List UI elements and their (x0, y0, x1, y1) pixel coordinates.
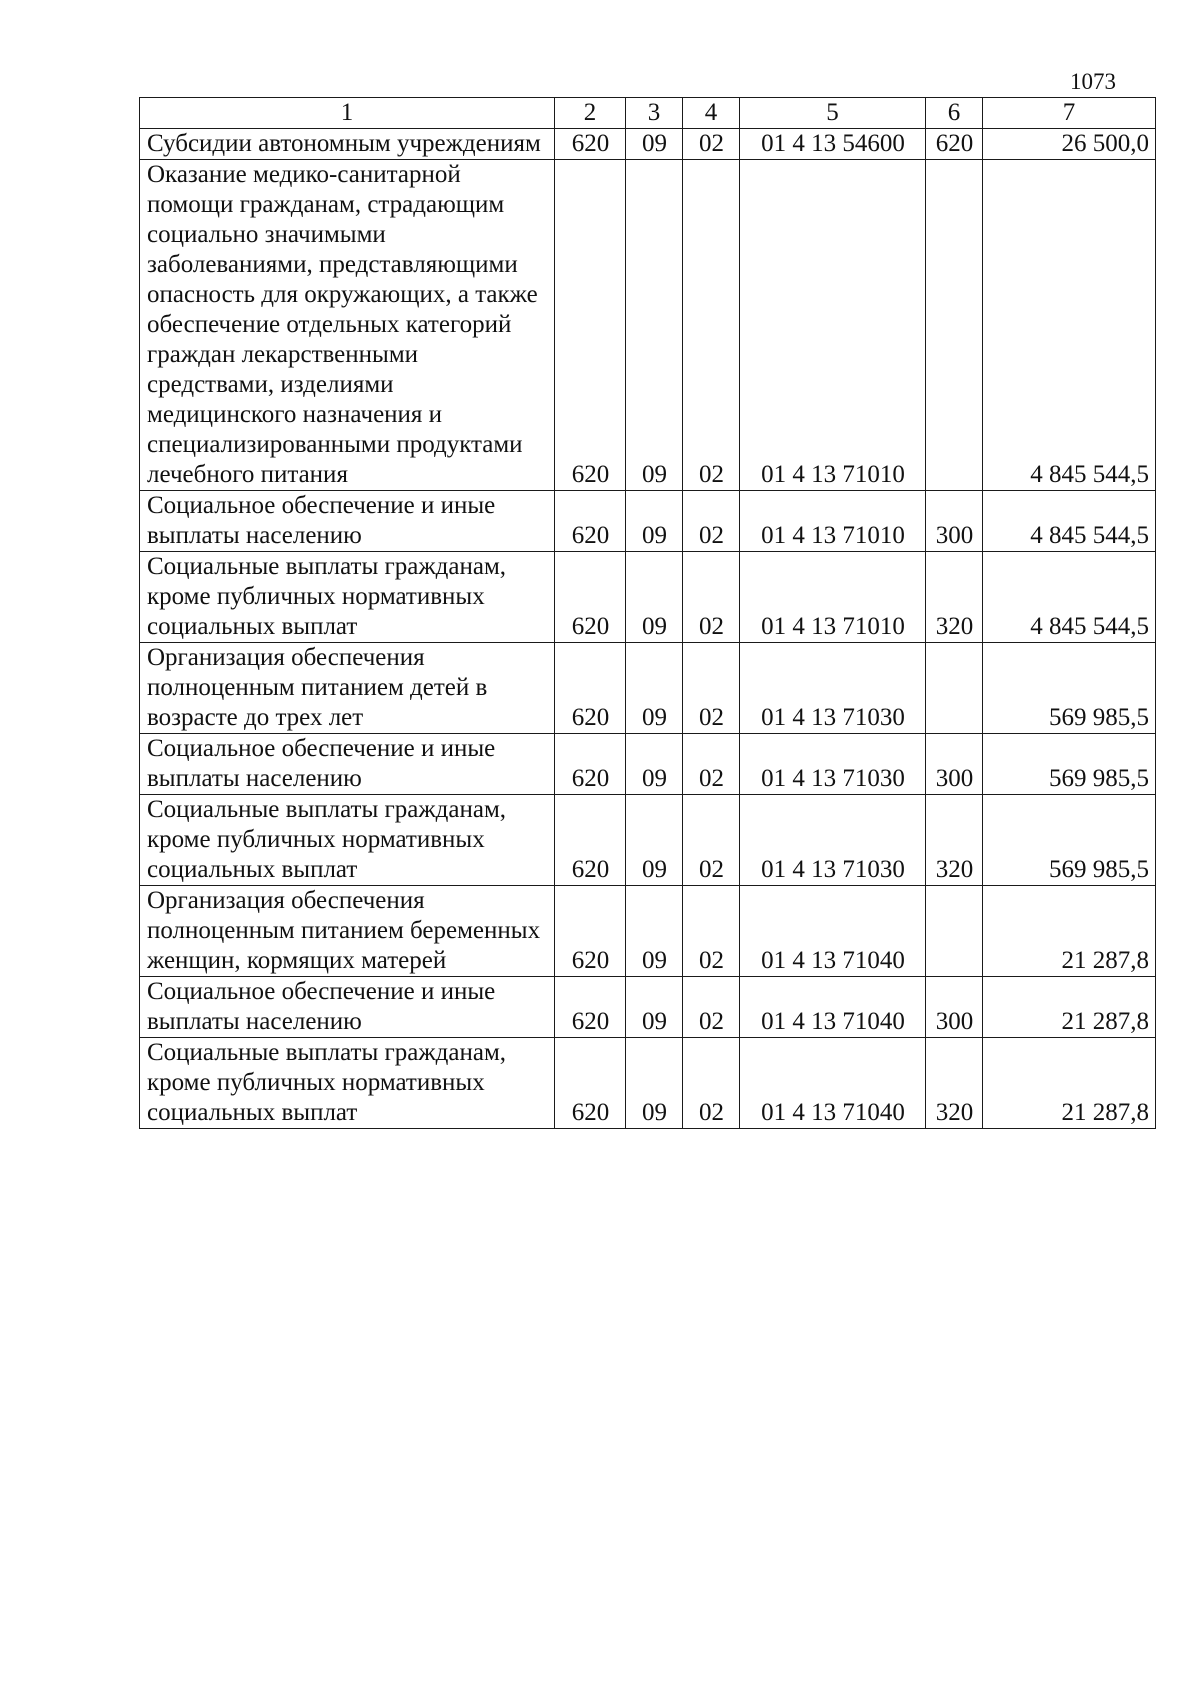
row-expense-type (926, 886, 983, 977)
row-admin-code: 620 (555, 1038, 626, 1129)
row-expense-type: 320 (926, 552, 983, 643)
row-subsection-code: 02 (683, 886, 740, 977)
row-name: Организация обеспечения полноценным питанием беременных женщин, кормящих матерей (140, 886, 555, 977)
row-amount: 21 287,8 (983, 977, 1156, 1038)
row-admin-code: 620 (555, 643, 626, 734)
header-cell-7: 7 (983, 98, 1156, 129)
header-cell-1: 1 (140, 98, 555, 129)
row-name: Оказание медико-санитарной помощи гражданам, страдающим социально значимыми заболеваниями, представляющими опасность для окружающих, а также обеспечение отдельных категорий граждан лекарственными средствами, изделиями медицинского назначения и специализированными продуктами лечебного питания (140, 160, 555, 491)
row-subsection-code: 02 (683, 734, 740, 795)
row-admin-code: 620 (555, 160, 626, 491)
row-admin-code: 620 (555, 977, 626, 1038)
row-expense-type (926, 643, 983, 734)
row-subsection-code: 02 (683, 129, 740, 160)
row-section-code: 09 (626, 886, 683, 977)
row-name: Социальное обеспечение и иные выплаты населению (140, 491, 555, 552)
row-admin-code: 620 (555, 734, 626, 795)
table-row (140, 643, 1156, 734)
row-name: Социальные выплаты гражданам, кроме публичных нормативных социальных выплат (140, 552, 555, 643)
row-target-article: 01 4 13 71030 (740, 643, 926, 734)
row-amount: 569 985,5 (983, 795, 1156, 886)
row-target-article: 01 4 13 71030 (740, 734, 926, 795)
row-target-article: 01 4 13 71040 (740, 1038, 926, 1129)
row-name: Социальные выплаты гражданам, кроме публичных нормативных социальных выплат (140, 1038, 555, 1129)
row-name: Субсидии автономным учреждениям (140, 129, 555, 160)
row-expense-type: 300 (926, 491, 983, 552)
row-target-article: 01 4 13 71010 (740, 491, 926, 552)
row-section-code: 09 (626, 643, 683, 734)
row-name: Организация обеспечения полноценным питанием детей в возрасте до трех лет (140, 643, 555, 734)
table-row (140, 160, 1156, 491)
row-amount: 569 985,5 (983, 734, 1156, 795)
row-admin-code: 620 (555, 795, 626, 886)
row-expense-type: 620 (926, 129, 983, 160)
header-row (140, 98, 1156, 129)
row-section-code: 09 (626, 1038, 683, 1129)
row-target-article: 01 4 13 71010 (740, 160, 926, 491)
row-subsection-code: 02 (683, 491, 740, 552)
table-header (140, 98, 1156, 129)
row-target-article: 01 4 13 71040 (740, 977, 926, 1038)
row-name: Социальные выплаты гражданам, кроме публичных нормативных социальных выплат (140, 795, 555, 886)
table-row (140, 977, 1156, 1038)
page-number: 1073 (1070, 69, 1116, 94)
row-admin-code: 620 (555, 129, 626, 160)
row-name: Социальное обеспечение и иные выплаты населению (140, 734, 555, 795)
row-subsection-code: 02 (683, 160, 740, 491)
row-amount: 26 500,0 (983, 129, 1156, 160)
row-target-article: 01 4 13 71010 (740, 552, 926, 643)
row-amount: 569 985,5 (983, 643, 1156, 734)
row-target-article: 01 4 13 54600 (740, 129, 926, 160)
row-subsection-code: 02 (683, 795, 740, 886)
row-admin-code: 620 (555, 491, 626, 552)
row-amount: 4 845 544,5 (983, 160, 1156, 491)
budget-table (139, 97, 1156, 1129)
row-target-article: 01 4 13 71040 (740, 886, 926, 977)
table-body (140, 129, 1156, 1129)
row-admin-code: 620 (555, 886, 626, 977)
row-expense-type: 320 (926, 795, 983, 886)
table-row (140, 886, 1156, 977)
row-section-code: 09 (626, 734, 683, 795)
row-expense-type: 300 (926, 977, 983, 1038)
row-subsection-code: 02 (683, 643, 740, 734)
row-subsection-code: 02 (683, 1038, 740, 1129)
row-section-code: 09 (626, 795, 683, 886)
row-admin-code: 620 (555, 552, 626, 643)
table-row (140, 552, 1156, 643)
header-cell-3: 3 (626, 98, 683, 129)
row-amount: 21 287,8 (983, 886, 1156, 977)
table-row (140, 491, 1156, 552)
row-section-code: 09 (626, 977, 683, 1038)
row-subsection-code: 02 (683, 552, 740, 643)
table-row (140, 129, 1156, 160)
row-expense-type (926, 160, 983, 491)
row-section-code: 09 (626, 129, 683, 160)
header-cell-5: 5 (740, 98, 926, 129)
row-section-code: 09 (626, 491, 683, 552)
row-expense-type: 320 (926, 1038, 983, 1129)
row-section-code: 09 (626, 552, 683, 643)
header-cell-2: 2 (555, 98, 626, 129)
header-cell-4: 4 (683, 98, 740, 129)
row-amount: 4 845 544,5 (983, 491, 1156, 552)
table-row (140, 1038, 1156, 1129)
table-row (140, 795, 1156, 886)
header-cell-6: 6 (926, 98, 983, 129)
row-amount: 21 287,8 (983, 1038, 1156, 1129)
row-expense-type: 300 (926, 734, 983, 795)
row-section-code: 09 (626, 160, 683, 491)
row-name: Социальное обеспечение и иные выплаты населению (140, 977, 555, 1038)
row-subsection-code: 02 (683, 977, 740, 1038)
table-row (140, 734, 1156, 795)
row-amount: 4 845 544,5 (983, 552, 1156, 643)
row-target-article: 01 4 13 71030 (740, 795, 926, 886)
